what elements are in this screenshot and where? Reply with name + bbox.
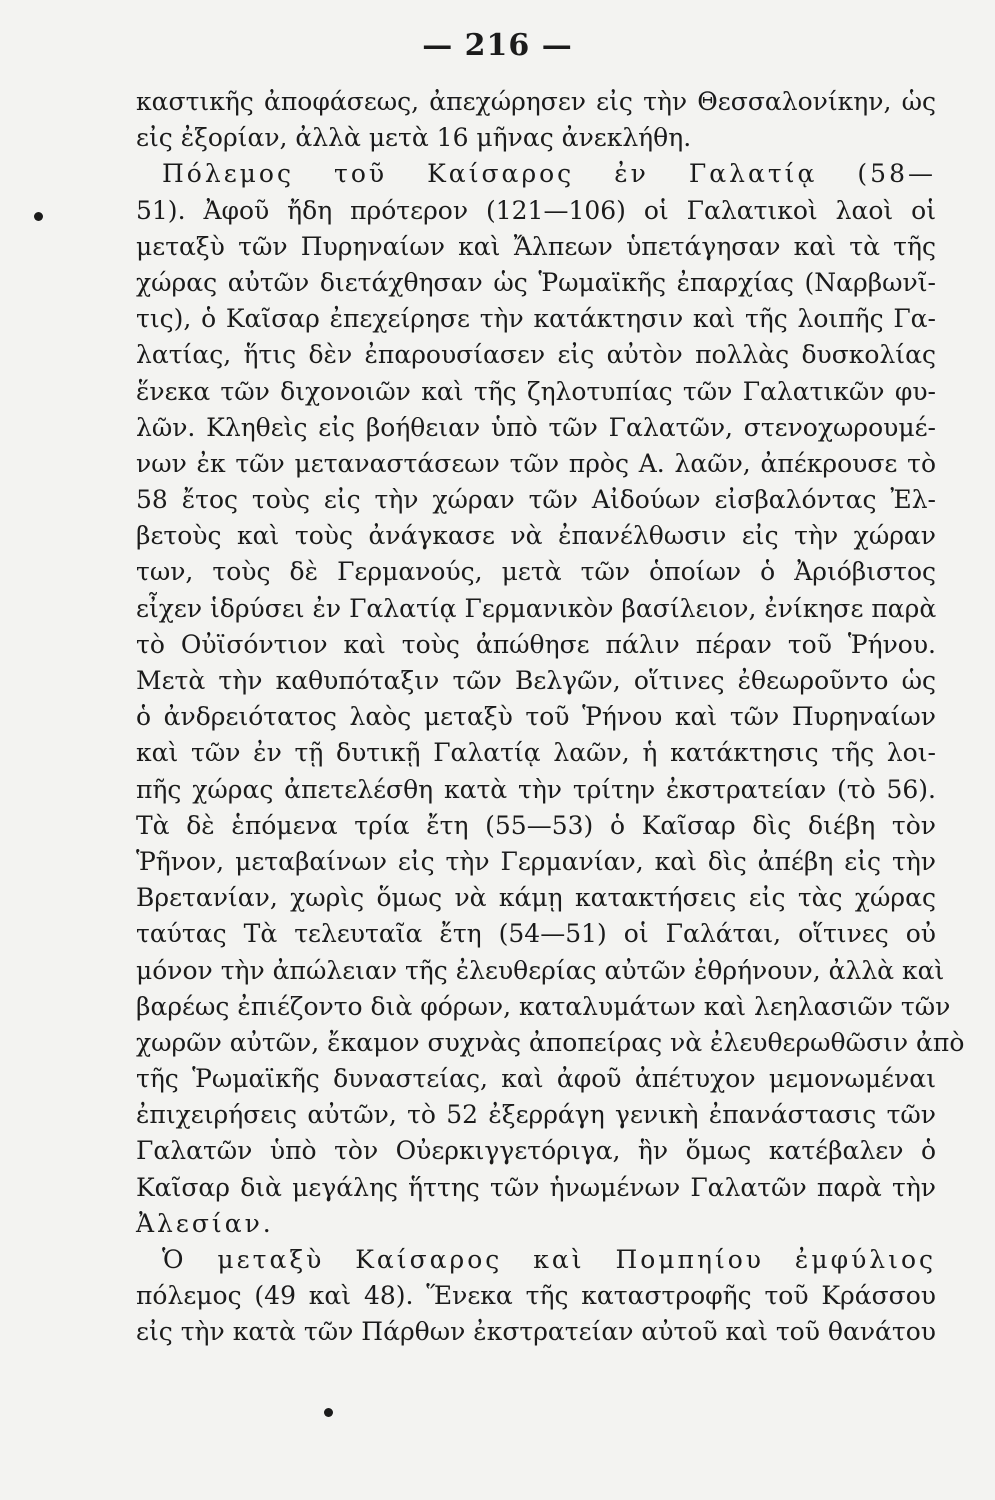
text-line: πόλεμος (49 καὶ 48). Ἕνεκα τῆς καταστροφῆς τοῦ Κράσσου <box>136 1281 936 1311</box>
text-line: Καῖσαρ διὰ μεγάλης ἥττης τῶν ἡνωμένων Γαλατῶν παρὰ τὴν <box>136 1172 936 1202</box>
text-line: τὸ Οὐϊσόντιον καὶ τοὺς ἀπώθησε πάλιν πέραν τοῦ Ῥήνου. <box>136 629 936 659</box>
text-line: χώρας αὐτῶν διετάχθησαν ὡς Ῥωμαϊκῆς ἐπαρχίας (Ναρβωνῖ- <box>136 267 936 297</box>
text-line: νων ἐκ τῶν μεταναστάσεων τῶν πρὸς Α. λαῶν, ἀπέκρουσε τὸ <box>136 448 936 478</box>
text-line: ἕνεκα τῶν διχονοιῶν καὶ τῆς ζηλοτυπίας τῶν Γαλατικῶν φυ- <box>136 376 936 406</box>
text-line: Βρετανίαν, χωρὶς ὅμως νὰ κάμῃ κατακτήσεις εἰς τὰς χώρας <box>136 883 936 913</box>
text-line: ἐπιχειρήσεις αὐτῶν, τὸ 52 ἐξερράγη γενικὴ ἐπανάστασις τῶν <box>136 1100 936 1130</box>
text-line: καὶ τῶν ἐν τῇ δυτικῇ Γαλατίᾳ λαῶν, ἡ κατάκτησις τῆς λοι- <box>136 738 936 768</box>
text-line: ὁ ἀνδρειότατος λαὸς μεταξὺ τοῦ Ῥήνου καὶ τῶν Πυρηναίων <box>136 702 936 732</box>
text-line: Μετὰ τὴν καθυπόταξιν τῶν Βελγῶν, οἵτινες ἐθεωροῦντο ὡς <box>136 666 936 695</box>
text-line: Ὁ μεταξὺ Καίσαρος καὶ Πομπηίου ἐμφύλιος <box>162 1245 936 1274</box>
text-line: των, τοὺς δὲ Γερμανούς, μετὰ τῶν ὁποίων ὁ Ἀριόβιστος <box>136 557 936 587</box>
footer-dot-mark <box>324 1408 333 1417</box>
margin-dot-mark <box>34 212 43 221</box>
text-line: λατίας, ἥτις δὲν ἐπαρουσίασεν εἰς αὐτὸν πολλὰς δυσκολίας <box>136 340 936 370</box>
text-line: τις), ὁ Καῖσαρ ἐπεχείρησε τὴν κατάκτησιν καὶ τῆς λοιπῆς Γα- <box>136 304 936 334</box>
text-line: πῆς χώρας ἀπετελέσθη κατὰ τὴν τρίτην ἐκστρατείαν (τὸ 56). <box>136 774 936 804</box>
text-line: τῆς Ῥωμαϊκῆς δυναστείας, καὶ ἀφοῦ ἀπέτυχον μεμονωμέναι <box>136 1064 936 1094</box>
text-line: λῶν. Κληθεὶς εἰς βοήθειαν ὑπὸ τῶν Γαλατῶν, στενοχωρουμέ- <box>136 412 936 442</box>
text-line: εἶχεν ἱδρύσει ἐν Γαλατίᾳ Γερμανικὸν βασίλειον, ἐνίκησε παρὰ <box>136 593 937 623</box>
text-line: χωρῶν αὐτῶν, ἔκαμον συχνὰς ἀποπείρας νὰ ἐλευθερωθῶσιν ἀπὸ <box>136 1027 965 1057</box>
text-line: μεταξὺ τῶν Πυρηναίων καὶ Ἄλπεων ὑπετάγησαν καὶ τὰ τῆς <box>136 231 936 261</box>
text-line: μόνον τὴν ἀπώλειαν τῆς ἐλευθερίας αὐτῶν ἐθρήνουν, ἀλλὰ καὶ <box>136 955 945 985</box>
text-line: ταύτας Τὰ τελευταῖα ἔτη (54—51) οἱ Γαλάται, οἵτινες οὐ <box>136 919 936 949</box>
text-line: Ἀλεσίαν. <box>136 1208 274 1238</box>
text-line: καστικῆς ἀποφάσεως, ἀπεχώρησεν εἰς τὴν Θεσσαλονίκην, ὡς <box>136 87 936 116</box>
body-text <box>136 84 965 1351</box>
text-line: Πόλεμος τοῦ Καίσαρος ἐν Γαλατίᾳ (58— <box>162 159 936 189</box>
text-line: βετοὺς καὶ τοὺς ἀνάγκασε νὰ ἐπανέλθωσιν εἰς τὴν χώραν <box>136 521 936 551</box>
text-line: 58 ἔτος τοὺς εἰς τὴν χώραν τῶν Αἰδούων εἰσβαλόντας Ἐλ- <box>136 485 936 515</box>
text-line: Τὰ δὲ ἑπόμενα τρία ἔτη (55—53) ὁ Καῖσαρ δὶς διέβη τὸν <box>136 810 936 840</box>
text-line: Γαλατῶν ὑπὸ τὸν Οὐερκιγγετόριγα, ἣν ὅμως κατέβαλεν ὁ <box>136 1136 936 1166</box>
text-line: εἰς ἐξορίαν, ἀλλὰ μετὰ 16 μῆνας ἀνεκλήθη. <box>136 123 692 153</box>
text-line: εἰς τὴν κατὰ τῶν Πάρθων ἐκστρατείαν αὐτοῦ καὶ τοῦ θανάτου <box>136 1317 936 1347</box>
page-number: — 216 — <box>422 28 573 63</box>
text-line: 51). Ἀφοῦ ἤδη πρότερον (121—106) οἱ Γαλατικοὶ λαοὶ οἱ <box>136 195 936 225</box>
text-line: Ῥῆνον, μεταβαίνων εἰς τὴν Γερμανίαν, καὶ δὶς ἀπέβη εἰς τὴν <box>136 846 936 876</box>
text-line: βαρέως ἐπιέζοντο διὰ φόρων, καταλυμάτων καὶ λεηλασιῶν τῶν <box>136 991 951 1021</box>
